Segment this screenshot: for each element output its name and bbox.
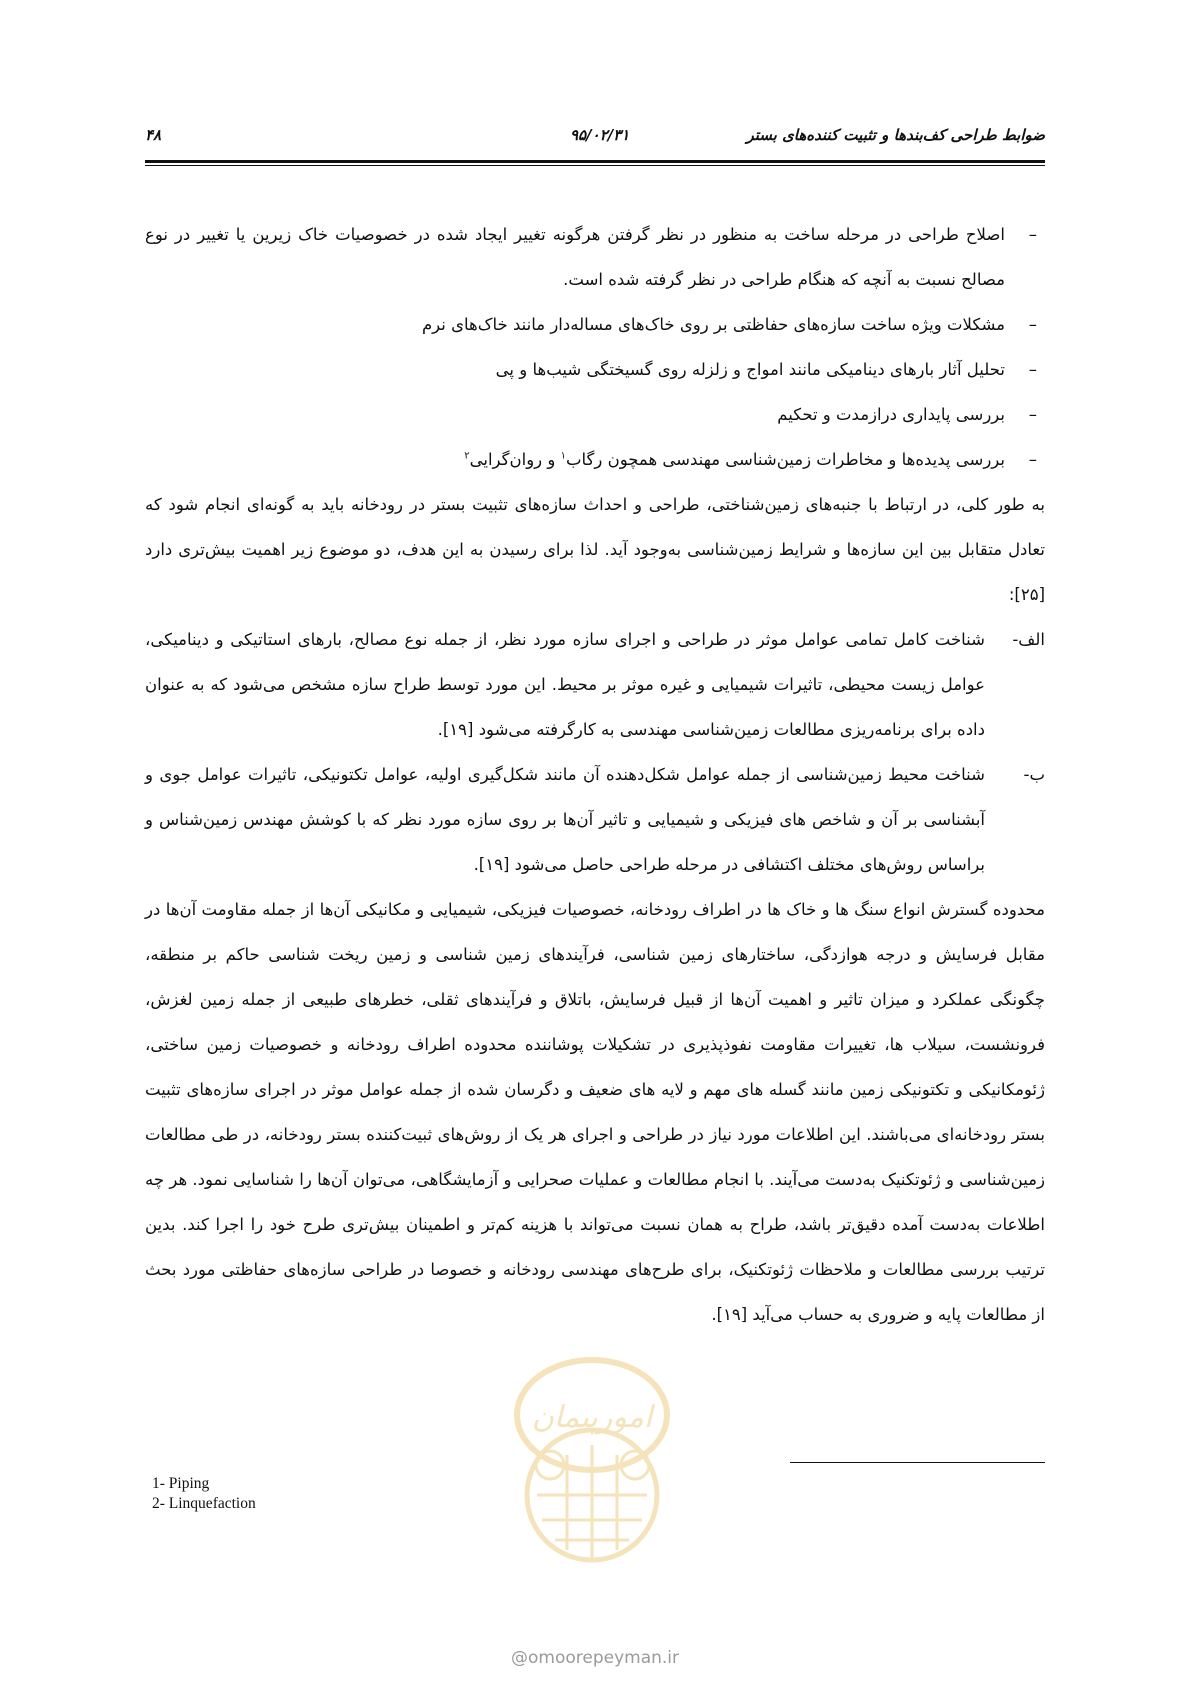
header-rule-thin (145, 165, 1045, 166)
lettered-item (145, 752, 1045, 887)
dash-icon: – (1028, 225, 1037, 244)
bullet-list (145, 212, 1045, 482)
watermark-site: @omoorepeyman.ir (510, 1648, 680, 1668)
footnotes (152, 1474, 256, 1514)
header-date: ۹۵/۰۲/۳۱ (570, 126, 630, 144)
dash-icon: – (1028, 360, 1037, 379)
list-item: – تحلیل آثار بارهای دینامیکی مانند امواج و زلزله روی گسیختگی شیب‌ها و پی (145, 347, 1045, 392)
list-item: – بررسی پدیده‌ها و مخاطرات زمین‌شناسی مهندسی همچون رگاب$^۱$ و روان‌گرایی$^۲$ (145, 437, 1045, 482)
at-icon: @ (510, 1648, 528, 1668)
dash-icon: – (1028, 450, 1037, 469)
page-header (145, 126, 1045, 156)
header-title: ضوابط طراحی کف‌بندها و تثبیت کننده‌های بستر (746, 126, 1045, 144)
watermark-logo (475, 1345, 710, 1575)
footnote-ref: ۱ (560, 450, 566, 462)
list-item: – بررسی پایداری درازمدت و تحکیم (145, 392, 1045, 437)
list-item: – اصلاح طراحی در مرحله ساخت به منظور در نظر گرفتن هرگونه تغییر ایجاد شده در خصوصیات خاک زیرین یا تغییر در نوع مصالح نسبت به آنچه که هنگام طراحی در نظر گرفته شده است. (145, 212, 1045, 302)
list-item: – مشکلات ویژه ساخت سازه‌های حفاظتی بر روی خاک‌های مساله‌دار مانند خاک‌های نرم (145, 302, 1045, 347)
footnote: 2- Linquefaction (152, 1495, 256, 1512)
dash-icon: – (1028, 315, 1037, 334)
footnote-ref: ۲ (464, 450, 470, 462)
header-rule-thick (145, 160, 1045, 163)
body-content (145, 212, 1045, 1337)
paragraph: به طور کلی، در ارتباط با جنبه‌های زمین‌شناختی، طراحی و احداث سازه‌های تثبیت بستر در رودخانه باید به گونه‌ای انجام شود که تعادل متقابل بین این سازه‌ها و شرایط زمین‌شناسی به‌وجود آید. لذا برای رسیدن به این هدف، دو موضوع زیر اهمیت بیش‌تری دارد [۲۵]: (145, 495, 1045, 604)
item-marker: ب- (1023, 765, 1045, 784)
dash-icon: – (1028, 405, 1037, 424)
lettered-item (145, 617, 1045, 752)
item-text: شناخت محیط زمین‌شناسی از جمله عوامل شکل‌دهنده آن مانند شکل‌گیری اولیه، عوامل تکتونیکی، تاثیرات عوامل جوی و آبشناسی بر آن و شاخص های فیزیکی و شیمیایی و تاثیر آن‌ها بر روی سازه مورد نظر که با کوشش مهندس زمین‌شناس و براساس روش‌های مختلف اکتشافی در مرحله طراحی حاصل می‌شود [۱۹]. (145, 765, 985, 874)
watermark-text: امورپیمان (531, 1400, 653, 1435)
page-number: ۴۸ (145, 126, 162, 144)
footnote-rule (790, 1462, 1045, 1463)
item-text: شناخت کامل تمامی عوامل موثر در طراحی و اجرای سازه مورد نظر، از جمله نوع مصالح، بارهای استاتیکی و دینامیکی، عوامل زیست محیطی، تاثیرات شیمیایی و غیره موثر بر محیط. این مورد توسط طراح سازه مشخص می‌شود که به عنوان داده برای برنامه‌ریزی مطالعات زمین‌شناسی مهندسی به کارگرفته می‌شود [۱۹]. (145, 630, 985, 739)
footnote: 1- Piping (152, 1475, 210, 1492)
paragraph: محدوده گسترش انواع سنگ ها و خاک ها در اطراف رودخانه، خصوصیات فیزیکی، شیمیایی و مکانیکی آن‌ها از جمله مقاومت آن‌ها در مقابل فرسایش و درجه هوازدگی، ساختارهای زمین شناسی، فرآیندهای زمین شناسی و زمین ریخت شناسی حاکم بر منطقه، چگونگی عملکرد و میزان تاثیر و اهمیت آن‌ها از قبیل فرسایش، باتلاق و فرآیندهای ثقلی، خطرهای طبیعی از جمله زمین لغزش، فرونشست، سیلاب ها، تغییرات مقاومت نفوذپذیری در تشکیلات پوشاننده محدوده اطراف رودخانه و خصوصیات زمین ساختی، ژئومکانیکی و تکتونیکی زمین مانند گسله های مهم و لایه های ضعیف و دگرسان شده از جمله عوامل موثر در اجرای سازه‌های تثبیت بستر رودخانه‌ای می‌باشند. این اطلاعات مورد نیاز در طراحی و اجرای هر یک از روش‌های ثبیت‌کننده بستر رودخانه، در طی مطالعات زمین‌شناسی و ژئوتکنیک به‌دست می‌آیند. با انجام مطالعات و عملیات صحرایی و آزمایشگاهی، می‌توان آن‌ها را شناسایی نمود. هر چه اطلاعات به‌دست آمده دقیق‌تر باشد، طراح به همان نسبت می‌تواند با هزینه کم‌تر و اطمینان بیش‌تری طرح خود را اجرا کند. بدین ترتیب بررسی مطالعات و ملاحظات ژئوتکنیک، برای طرح‌های مهندسی رودخانه و خصوصا در طراحی سازه‌های حفاظتی مورد بحث از مطالعات پایه و ضروری به حساب می‌آید [۱۹]. (145, 900, 1045, 1324)
item-marker: الف- (1012, 630, 1045, 649)
